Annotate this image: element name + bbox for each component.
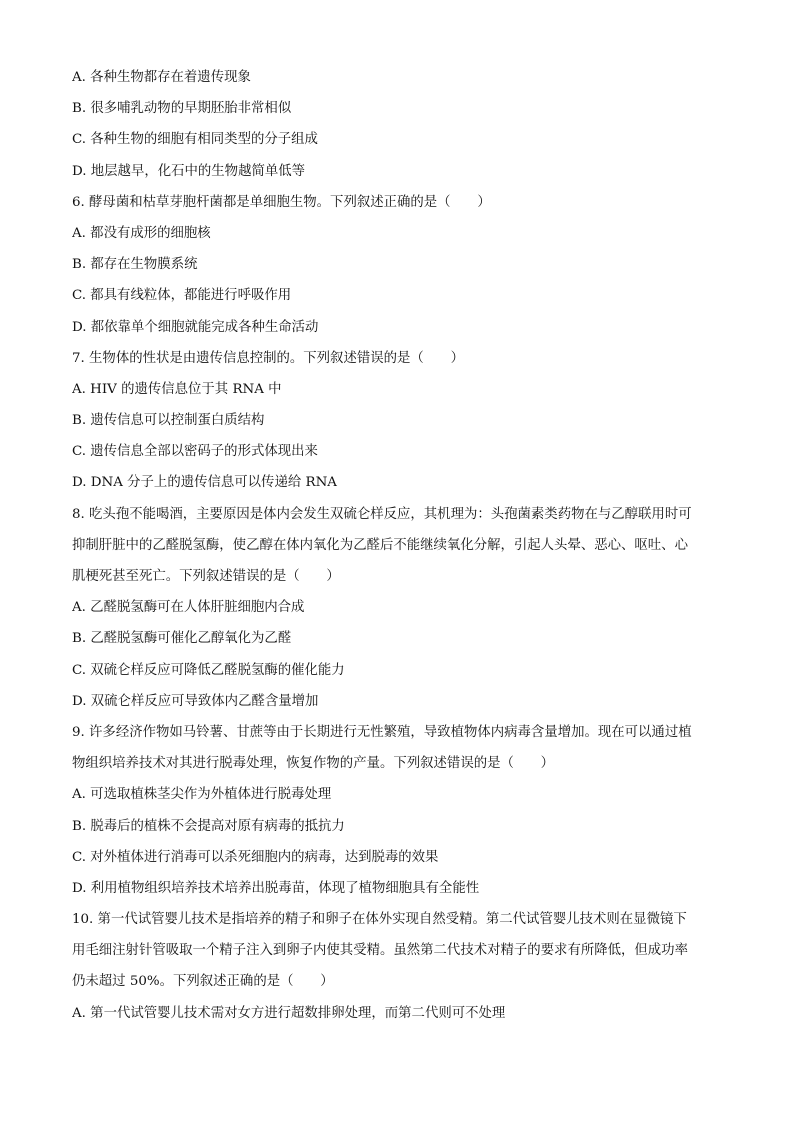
option-8b: B. 乙醛脱氢酶可催化乙醇氧化为乙醛 [72, 631, 292, 647]
question-8 [72, 499, 722, 717]
question-7-stem: 7. 生物体的性状是由遗传信息控制的。下列叙述错误的是（ ） [72, 350, 464, 366]
option-5c: C. 各种生物的细胞有相同类型的分子组成 [72, 132, 318, 148]
question-10-stem-line-1: 10. 第一代试管婴儿技术是指培养的精子和卵子在体外实现自然受精。第二代试管婴儿技术则在显微镜下 [72, 912, 687, 928]
option-7d: D. DNA 分子上的遗传信息可以传递给 RNA [72, 475, 337, 491]
option-5b: B. 很多哺乳动物的早期胚胎非常相似 [72, 101, 292, 117]
question-8-stem-line-1: 8. 吃头孢不能喝酒，主要原因是体内会发生双硫仑样反应，其机理为：头孢菌素类药物在与乙醇联用时可 [72, 506, 692, 522]
question-8-stem-line-3: 肌梗死甚至死亡。下列叙述错误的是（ ） [72, 569, 340, 584]
question-5-options [72, 62, 722, 187]
option-7c: C. 遗传信息全部以密码子的形式体现出来 [72, 444, 318, 460]
option-6d: D. 都依靠单个细胞就能完成各种生命活动 [72, 319, 319, 335]
option-6b: B. 都存在生物膜系统 [72, 257, 198, 273]
option-6c: C. 都具有线粒体，都能进行呼吸作用 [72, 288, 292, 304]
option-8c: C. 双硫仑样反应可降低乙醛脱氢酶的催化能力 [72, 662, 345, 678]
option-8a: A. 乙醛脱氢酶可在人体肝脏细胞内合成 [72, 600, 305, 616]
question-6 [72, 187, 722, 343]
option-6a: A. 都没有成形的细胞核 [72, 225, 211, 241]
question-9-stem-line-1: 9. 许多经济作物如马铃薯、甘蔗等由于长期进行无性繁殖，导致植物体内病毒含量增加。现在可以通过植 [72, 724, 692, 740]
option-9a: A. 可选取植株茎尖作为外植体进行脱毒处理 [72, 787, 332, 803]
question-9 [72, 717, 722, 904]
question-10-stem-line-3: 仍未超过 50%。下列叙述正确的是（ ） [72, 974, 334, 990]
option-9c: C. 对外植体进行消毒可以杀死细胞内的病毒，达到脱毒的效果 [72, 849, 439, 865]
question-6-stem: 6. 酵母菌和枯草芽胞杆菌都是单细胞生物。下列叙述正确的是（ ） [72, 194, 491, 210]
question-7 [72, 343, 722, 499]
option-7a: A. HIV 的遗传信息位于其 RNA 中 [72, 381, 282, 397]
option-10a: A. 第一代试管婴儿技术需对女方进行超数排卵处理，而第二代则可不处理 [72, 1005, 506, 1021]
option-9b: B. 脱毒后的植株不会提高对原有病毒的抵抗力 [72, 818, 345, 834]
option-7b: B. 遗传信息可以控制蛋白质结构 [72, 413, 265, 429]
question-10-stem-line-2: 用毛细注射针管吸取一个精子注入到卵子内使其受精。虽然第二代技术对精子的要求有所降低，但成功率 [72, 943, 688, 959]
option-5d: D. 地层越早，化石中的生物越简单低等 [72, 163, 306, 179]
option-9d: D. 利用植物组织培养技术培养出脱毒苗，体现了植物细胞具有全能性 [72, 880, 480, 896]
option-8d: D. 双硫仑样反应可导致体内乙醛含量增加 [72, 693, 319, 709]
option-5a: A. 各种生物都存在着遗传现象 [72, 70, 251, 85]
question-8-stem-line-2: 抑制肝脏中的乙醛脱氢酶，使乙醇在体内氧化为乙醛后不能继续氧化分解，引起人头晕、恶心、呕吐、心 [72, 537, 688, 553]
question-9-stem-line-2: 物组织培养技术对其进行脱毒处理，恢复作物的产量。下列叙述错误的是（ ） [72, 756, 555, 772]
question-content [72, 62, 722, 1029]
question-10 [72, 904, 722, 1029]
